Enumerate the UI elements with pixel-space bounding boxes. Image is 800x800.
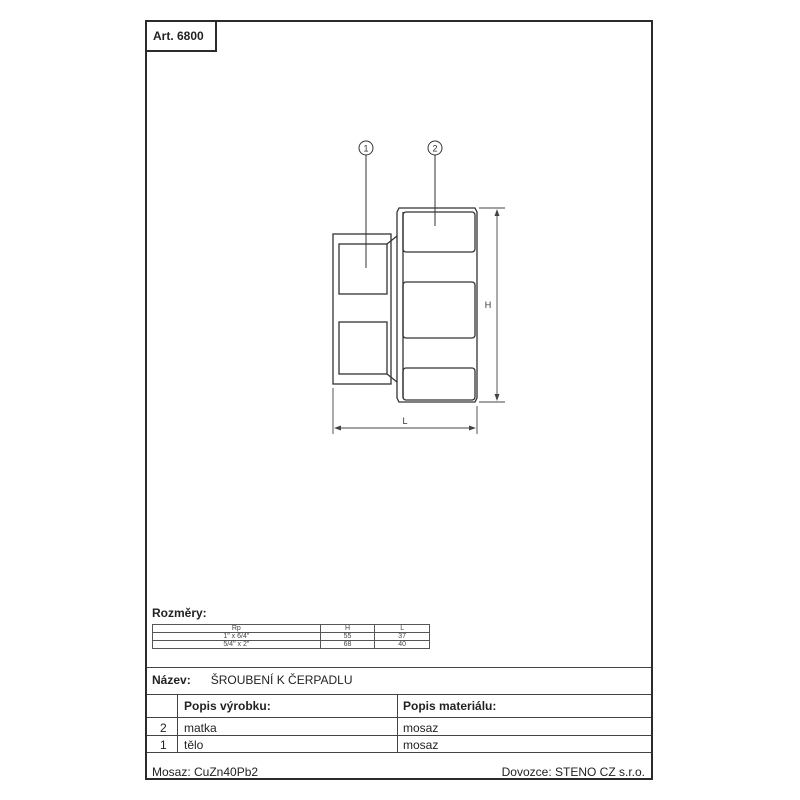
dimensions-header-rp: Rp xyxy=(153,625,321,633)
importer: Dovozce: STENO CZ s.r.o. xyxy=(501,765,645,779)
article-number: Art. 6800 xyxy=(147,22,217,52)
name-value: ŠROUBENÍ K ČERPADLU xyxy=(210,673,353,687)
divider xyxy=(147,735,651,736)
nut-hex-face-top xyxy=(403,212,475,252)
nut-hex-face-bottom xyxy=(403,368,475,400)
nut-outline xyxy=(397,208,477,402)
dimensions-header-row xyxy=(153,625,430,633)
height-label: H xyxy=(484,300,492,310)
length-label: L xyxy=(402,416,408,426)
dimensions-row xyxy=(153,633,430,641)
dimensions-cell: 40 xyxy=(375,641,430,649)
part-material: mosaz xyxy=(403,721,439,735)
dimensions-cell: 68 xyxy=(320,641,375,649)
part-product: tělo xyxy=(184,738,204,752)
column-divider xyxy=(397,694,398,752)
material-spec: Mosaz: CuZn40Pb2 xyxy=(152,765,259,779)
body-hex-face-lower xyxy=(339,322,387,374)
product-name-row xyxy=(152,673,353,687)
divider xyxy=(147,752,651,753)
dimensions-header-l: L xyxy=(375,625,430,633)
drawing-sheet xyxy=(145,20,653,780)
dimensions-cell: 55 xyxy=(320,633,375,641)
divider xyxy=(147,694,651,695)
body-hex-face-upper xyxy=(339,244,387,294)
dimensions-title: Rozměry: xyxy=(152,606,207,620)
dimensions-cell: 5/4" x 2" xyxy=(153,641,321,649)
body-outline xyxy=(333,234,391,384)
technical-drawing xyxy=(147,22,651,582)
dimensions-header-h: H xyxy=(320,625,375,633)
dimensions-cell: 1" x 6/4" xyxy=(153,633,321,641)
name-label: Název: xyxy=(152,673,191,687)
part-material: mosaz xyxy=(403,738,439,752)
dimensions-cell: 37 xyxy=(375,633,430,641)
column-divider xyxy=(177,694,178,752)
part-number: 1 xyxy=(160,738,167,752)
callout-label-2: 2 xyxy=(432,143,438,154)
header-product: Popis výrobku: xyxy=(184,699,271,713)
part-number: 2 xyxy=(160,721,167,735)
callout-label-1: 1 xyxy=(363,143,369,154)
header-material: Popis materiálu: xyxy=(403,699,497,713)
divider xyxy=(147,717,651,718)
dimensions-table xyxy=(152,624,430,649)
divider xyxy=(147,667,651,668)
dimensions-row xyxy=(153,641,430,649)
part-product: matka xyxy=(184,721,217,735)
nut-hex-face-middle xyxy=(403,282,475,338)
